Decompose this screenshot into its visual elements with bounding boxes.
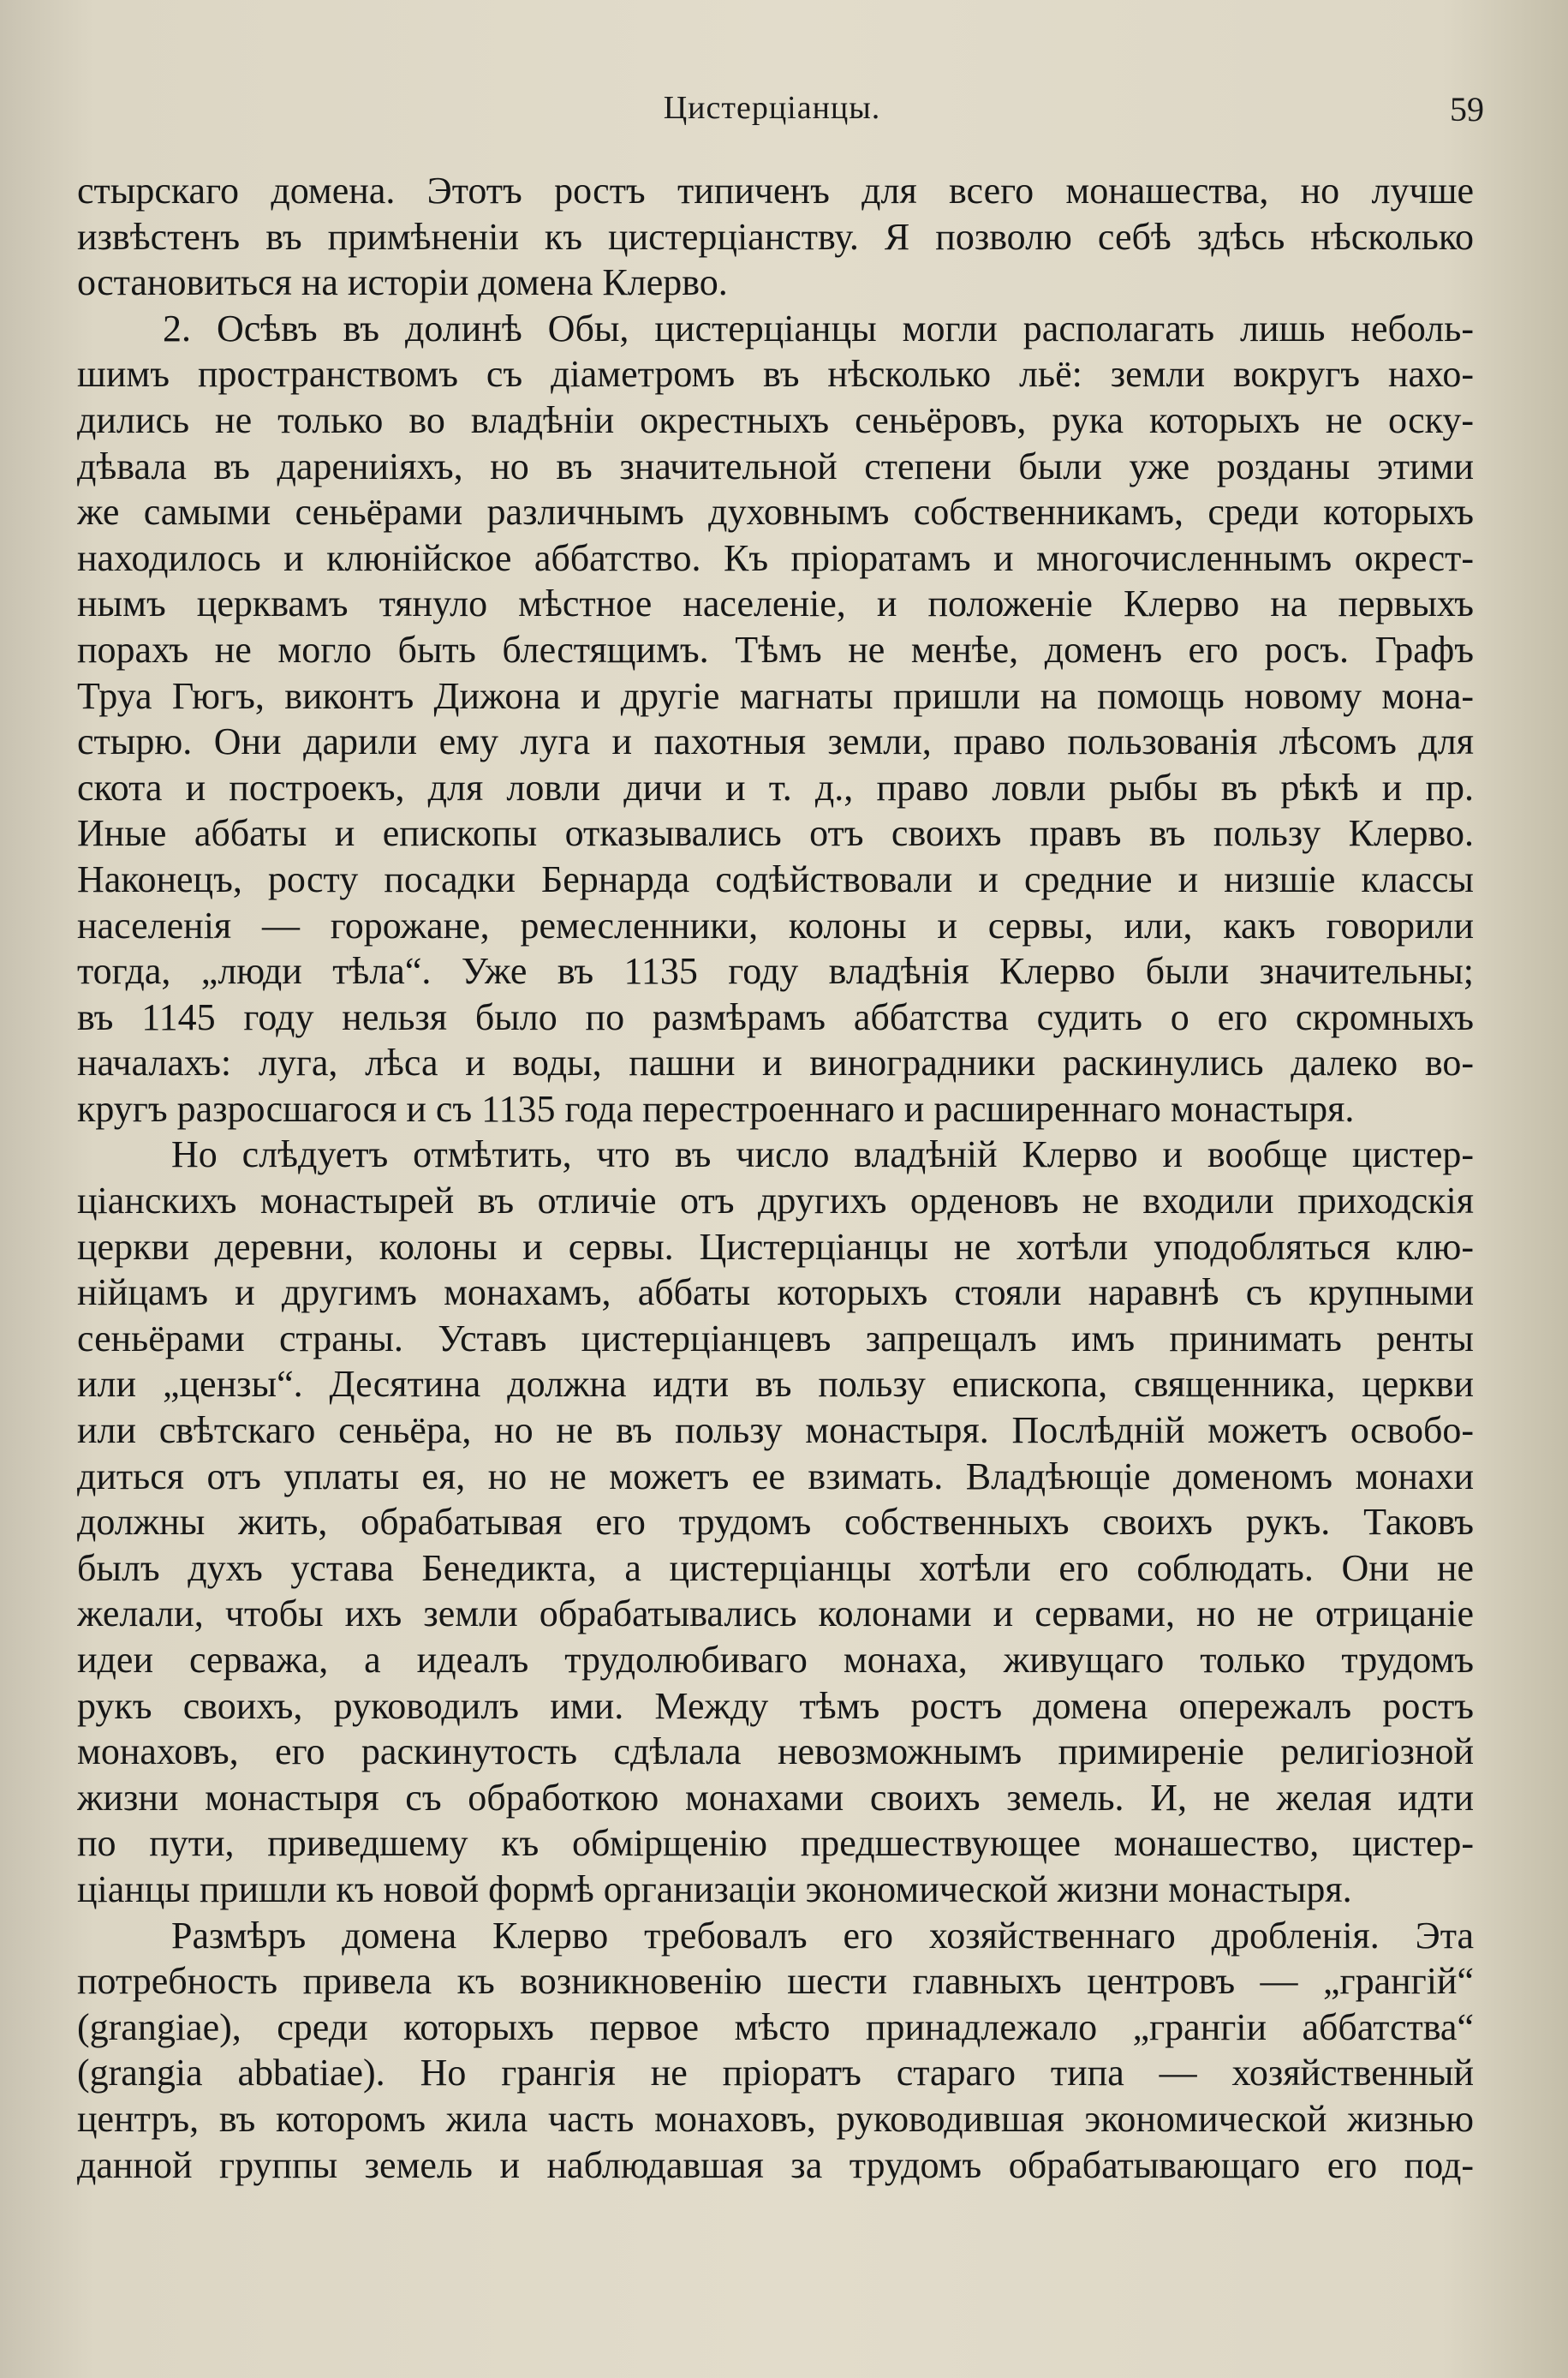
text-line: или свѣтскаго сеньёра, но не въ пользу монастыря. Послѣднiй можетъ освобо-	[77, 1409, 1474, 1452]
text-line: въ 1145 году нельзя было по размѣрамъ аббатства судить о его скромныхъ	[77, 995, 1474, 1038]
text-line: потребность привела къ возникновенiю шести главныхъ центровъ — „грангiй“	[77, 1960, 1474, 2003]
text-line: остановиться на исторiи домена Клерво.	[77, 261, 728, 304]
text-line: Наконецъ, росту посадки Бернарда содѣйствовали и средние и низшiе классы	[77, 857, 1474, 900]
page-number: 59	[1450, 90, 1484, 128]
text-line: (grangia abbatiae). Но грангiя не прiоратъ стараго типа — хозяйственный	[77, 2052, 1474, 2094]
text-line: диться отъ уплаты ея, но не можетъ ее взимать. Владѣющiе доменомъ монахи	[77, 1455, 1474, 1497]
text-line: стырю. Они дарили ему луга и пахотныя земли, право пользованiя лѣсомъ для	[77, 720, 1474, 763]
running-title: Цистерцiанцы.	[663, 90, 881, 126]
text-line: шимъ пространствомъ съ дiаметромъ въ нѣсколько льё: земли вокругъ нахо-	[77, 353, 1474, 396]
running-head	[60, 86, 1484, 137]
text-line: церкви деревни, колоны и сервы. Цистерцiанцы не хотѣли уподобляться клю-	[77, 1225, 1474, 1268]
text-line: идеи серважа, а идеалъ трудолюбиваго монаха, живущаго только трудомъ	[77, 1639, 1474, 1681]
text-line: порахъ не могло быть блестящимъ. Тѣмъ не менѣе, доменъ его росъ. Графъ	[77, 628, 1474, 671]
text-line: сеньёрами страны. Уставъ цистерцiанцевъ запрещалъ имъ принимать ренты	[77, 1317, 1474, 1359]
text-line: скота и построекъ, для ловли дичи и т. д., право ловли рыбы въ рѣкѣ и пр.	[77, 766, 1474, 809]
text-line: желали, чтобы ихъ земли обрабатывались колонами и сервами, но не отрицанiе	[77, 1592, 1474, 1635]
text-line: нiйцамъ и другимъ монахамъ, аббаты которыхъ стояли наравнѣ съ крупными	[77, 1271, 1474, 1314]
text-line: Иные аббаты и епископы отказывались отъ своихъ правъ въ пользу Клерво.	[77, 812, 1474, 855]
text-line: дились не только во владѣнiи окрестныхъ сеньёровъ, рука которыхъ не оску-	[77, 398, 1474, 441]
text-line: дѣвала въ дарениiяхъ, но въ значительной степени были уже розданы этими	[77, 445, 1474, 487]
text-line: кругъ разросшагося и съ 1135 года перестроеннаго и расширеннаго монастыря.	[77, 1087, 1355, 1130]
text-line: тогда, „люди тѣла“. Уже въ 1135 году владѣнiя Клерво были значительны;	[77, 950, 1474, 993]
text-line: центръ, въ которомъ жила часть монаховъ, руководившая экономической жизнью	[77, 2097, 1474, 2140]
text-line: жизни монастыря съ обработкою монахами своихъ земель. И, не желая идти	[77, 1776, 1474, 1819]
body-text	[77, 168, 1474, 2188]
text-line: Но слѣдуетъ отмѣтить, что въ число владѣнiй Клерво и вообще цистер-	[171, 1133, 1474, 1176]
text-line: извѣстенъ въ примѣненiи къ цистерцiанству. Я позволю себѣ здѣсь нѣсколько	[77, 215, 1474, 258]
text-line: рукъ своихъ, руководилъ ими. Между тѣмъ ростъ домена опережалъ ростъ	[77, 1684, 1474, 1727]
text-line: монаховъ, его раскинутость сдѣлала невозможнымъ примиренiе религiозной	[77, 1730, 1474, 1773]
text-line: по пути, приведшему къ обмiрщенiю предшествующее монашество, цистер-	[77, 1822, 1474, 1865]
text-line: данной группы земель и наблюдавшая за трудомъ обрабатывающаго его под-	[77, 2143, 1474, 2186]
text-line: Размѣръ домена Клерво требовалъ его хозяйственнаго дробленiя. Эта	[171, 1914, 1474, 1957]
text-line: цiанцы пришли къ новой формѣ организацiи экономической жизни монастыря.	[77, 1867, 1352, 1910]
text-line: (grangiae), среди которыхъ первое мѣсто принадлежало „грангiи аббатства“	[77, 2005, 1474, 2048]
text-line: или „цензы“. Десятина должна идти въ пользу епископа, священника, церкви	[77, 1363, 1474, 1406]
text-line: цiанскихъ монастырей въ отличiе отъ другихъ орденовъ не входили приходскiя	[77, 1180, 1474, 1222]
text-line: началахъ: луга, лѣса и воды, пашни и виноградники раскинулись далеко во-	[77, 1042, 1474, 1084]
text-line: же самыми сеньёрами различнымъ духовнымъ собственникамъ, среди которыхъ	[77, 491, 1474, 534]
text-line: Труа Гюгъ, виконтъ Дижона и другiе магнаты пришли на помощь новому мона-	[77, 674, 1474, 717]
text-line: былъ духъ устава Бенедикта, а цистерцiанцы хотѣли его соблюдать. Они не	[77, 1546, 1474, 1589]
text-line: должны жить, обрабатывая его трудомъ собственныхъ своихъ рукъ. Таковъ	[77, 1501, 1474, 1544]
text-line: нымъ церквамъ тянуло мѣстное населенiе, и положенiе Клерво на первыхъ	[77, 583, 1474, 625]
text-line: стырскаго домена. Этотъ ростъ типиченъ для всего монашества, но лучше	[77, 170, 1474, 212]
text-line: 2. Осѣвъ въ долинѣ Обы, цистерцiанцы могли располагать лишь неболь-	[163, 307, 1474, 350]
text-line: находилось и клюнiйское аббатство. Къ прiоратамъ и многочисленнымъ окрест-	[77, 536, 1474, 579]
text-line: населенiя — горожане, ремесленники, колоны и сервы, или, какъ говорили	[77, 904, 1474, 947]
